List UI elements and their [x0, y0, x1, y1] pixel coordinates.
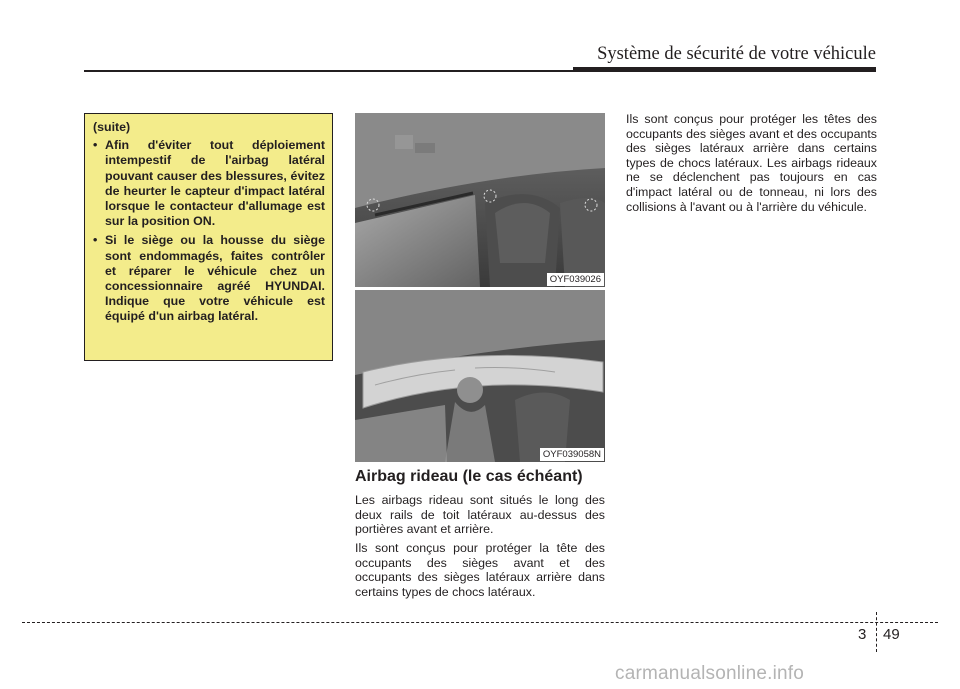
warning-bullet-2 [93, 233, 325, 324]
warning-bullet-text: Afin d'éviter tout déploiement intempestif de l'airbag latéral pouvant causer des blessures, évitez de heurter le capteur d'impact latéral lorsque le contacteur d'allumage est sur la position ON. [105, 138, 325, 229]
section-paragraph-2: Ils sont conçus pour protéger la tête des occupants des sièges avant et des occupants des sièges latéraux arrière dans certains types de chocs latéraux. [355, 541, 605, 599]
bullet-dot-icon: • [93, 138, 98, 153]
chapter-number: 3 [858, 626, 867, 643]
watermark: carmanualsonline.info [615, 663, 805, 684]
header-rule-accent [573, 67, 876, 72]
curtain-airbag-illustration [355, 290, 605, 462]
warning-title: (suite) [93, 120, 131, 134]
page-header-title: Système de sécurité de votre véhicule [597, 44, 876, 64]
footer-rule [22, 622, 938, 623]
section-paragraph-1: Les airbags rideau sont situés le long des deux rails de toit latéraux au-dessus des portières avant et arrière. [355, 493, 605, 537]
figure-code: OYF039058N [540, 448, 604, 461]
bullet-dot-icon: • [93, 233, 98, 248]
warning-list [93, 138, 325, 324]
footer-divider [876, 612, 877, 652]
warning-bullet-text: Si le siège ou la housse du siège sont endommagés, faites contrôler et réparer le véhicule chez un concessionnaire agréé HYUNDAI. Indique que votre véhicule est équipé d'un airbag latéral. [105, 233, 325, 324]
section-heading: Airbag rideau (le cas échéant) [355, 468, 583, 485]
right-column-paragraph: Ils sont conçus pour protéger les têtes des occupants des sièges avant et des occupants des sièges latéraux arrière dans certains types de chocs latéraux. Les airbags rideaux ne se déclenchent pas toujours en cas d'impact latéral ou de tonneau, ni lors des collisions à l'avant ou à l'arrière du véhicule. [626, 112, 877, 214]
figure-curtain-airbag [355, 290, 605, 462]
warning-bullet-1 [93, 138, 325, 229]
page-number: 49 [883, 626, 900, 643]
figure-code: OYF039026 [547, 273, 604, 286]
figure-airbag-sensors [355, 113, 605, 287]
car-interior-illustration [355, 113, 605, 287]
warning-box [84, 113, 333, 361]
